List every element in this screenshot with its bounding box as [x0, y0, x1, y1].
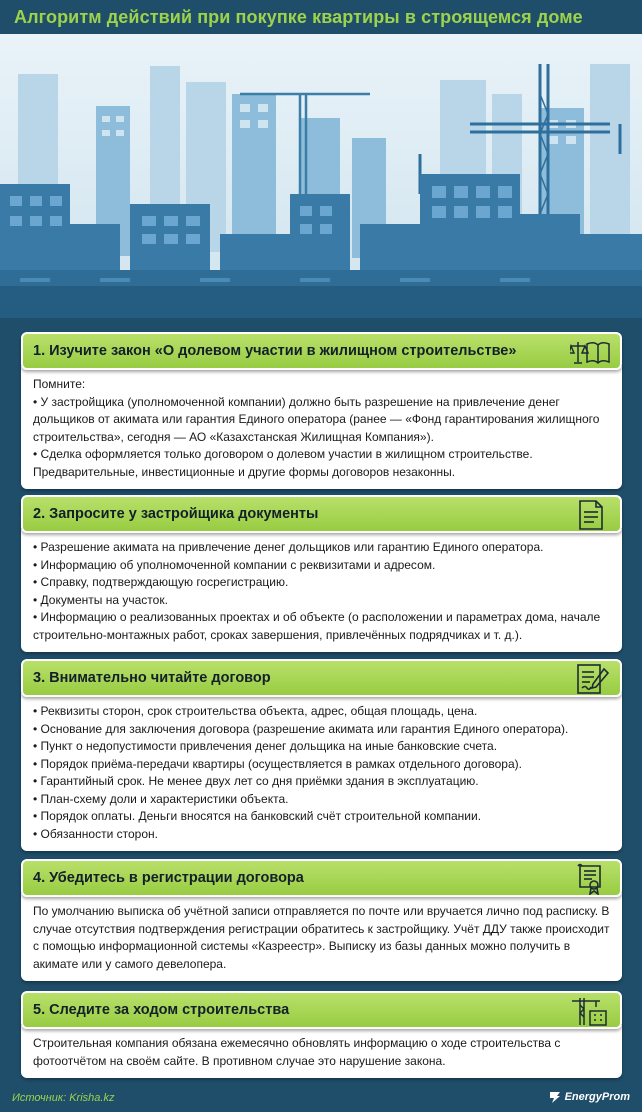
step-5-heading: 5. Следите за ходом строительства: [33, 1002, 290, 1018]
step-3-line: • Обязанности сторон.: [33, 826, 158, 841]
step-1-line: • Сделка оформляется только договором о долевом участии в жилищном строительстве. Предварительные, инвестиционные и другие формы договоров незаконны.: [33, 447, 533, 479]
city-skyline-illustration: [0, 34, 642, 320]
step-3-line: • Гарантийный срок. Не менее двух лет со дня приёмки здания в эксплуатацию.: [33, 774, 479, 788]
step-1-body: [21, 366, 622, 489]
step-4-line: По умолчанию выписка об учётной записи отправляется по почте или вручается лично под расписку. В случае отсутствия подтверждения регистрации обратитесь к застройщику. Учёт ДДУ также происходит с помощью информационной системы «Казреестр». Выписку из базы данных можно получить в акимате или у самого девелопера.: [33, 904, 610, 971]
step-3-line: • План-схему доли и характеристики объекта.: [33, 791, 289, 806]
step-2-line: • Информацию об уполномоченной компании с реквизитами и адресом.: [33, 557, 436, 572]
step-2: [21, 495, 622, 652]
step-3-header: [21, 659, 622, 697]
step-4-header: [21, 859, 622, 897]
step-3-body: [21, 693, 622, 851]
step-4: [21, 859, 622, 981]
energyprom-logo-icon: [548, 1090, 562, 1104]
brand-logo: [548, 1090, 630, 1108]
contract-pen-icon: [570, 663, 610, 695]
step-3-line: • Пункт о недопустимости привлечения денег дольщика на иные банковские счета.: [33, 739, 498, 753]
source-credit: Источник: Krisha.kz: [12, 1092, 115, 1104]
scales-book-icon: [570, 336, 610, 368]
step-2-line: • Информацию о реализованных проектах и об объекте (о расположении и параметрах дома, начале строительно-монтажных работ, сроках завершения, привлечённых подрядчиках и т. д.).: [33, 610, 601, 642]
brand-name: EnergyProm: [564, 1090, 630, 1103]
step-2-line: • Справку, подтверждающую госрегистрацию.: [33, 575, 289, 589]
step-3-line: • Порядок оплаты. Деньги вносятся на банковский счёт строительной компании.: [33, 809, 482, 823]
step-1-header: [21, 332, 622, 370]
step-2-line: • Документы на участок.: [33, 592, 168, 607]
crane-building-icon: [570, 995, 610, 1027]
page-title: Алгоритм действий при покупке квартиры в строящемся доме: [0, 0, 642, 34]
step-2-header: [21, 495, 622, 533]
step-3-line: • Реквизиты сторон, срок строительства объекта, адрес, общая площадь, цена.: [33, 704, 478, 718]
step-1: [21, 332, 622, 489]
step-1-line: • У застройщика (уполномоченной компании) должно быть разрешение на привлечение денег дольщиков от акимата или гарантия Единого оператора (ранее — «Фонд гарантирования жилищного строительства», сегодня — АО «Казахстанская Жилищная Компания»).: [33, 394, 600, 444]
step-2-body: [21, 529, 622, 652]
document-icon: [570, 499, 610, 531]
step-2-heading: 2. Запросите у застройщика документы: [33, 506, 319, 522]
footer: [0, 1084, 642, 1112]
step-2-line: • Разрешение акимата на привлечение денег дольщиков или гарантию Единого оператора.: [33, 540, 544, 554]
step-5-header: [21, 991, 622, 1029]
step-3-line: • Порядок приёма-передачи квартиры (осуществляется в рамках отдельного договора).: [33, 756, 522, 771]
step-3: [21, 659, 622, 851]
step-5-line: Строительная компания обязана ежемесячно обновлять информацию о ходе строительства с фотоотчётом на своём сайте. В противном случае это нарушение закона.: [33, 1036, 561, 1068]
step-5-body: [21, 1025, 622, 1078]
step-1-line: Помните:: [33, 377, 86, 391]
step-3-heading: 3. Внимательно читайте договор: [33, 670, 271, 686]
step-4-body: [21, 893, 622, 981]
step-4-heading: 4. Убедитесь в регистрации договора: [33, 870, 304, 886]
step-3-line: • Основание для заключения договора (разрешение акимата или гарантия Единого оператора).: [33, 721, 569, 736]
step-1-heading: 1. Изучите закон «О долевом участии в жилищном строительстве»: [33, 343, 517, 359]
step-5: [21, 991, 622, 1078]
certificate-icon: [570, 863, 610, 895]
